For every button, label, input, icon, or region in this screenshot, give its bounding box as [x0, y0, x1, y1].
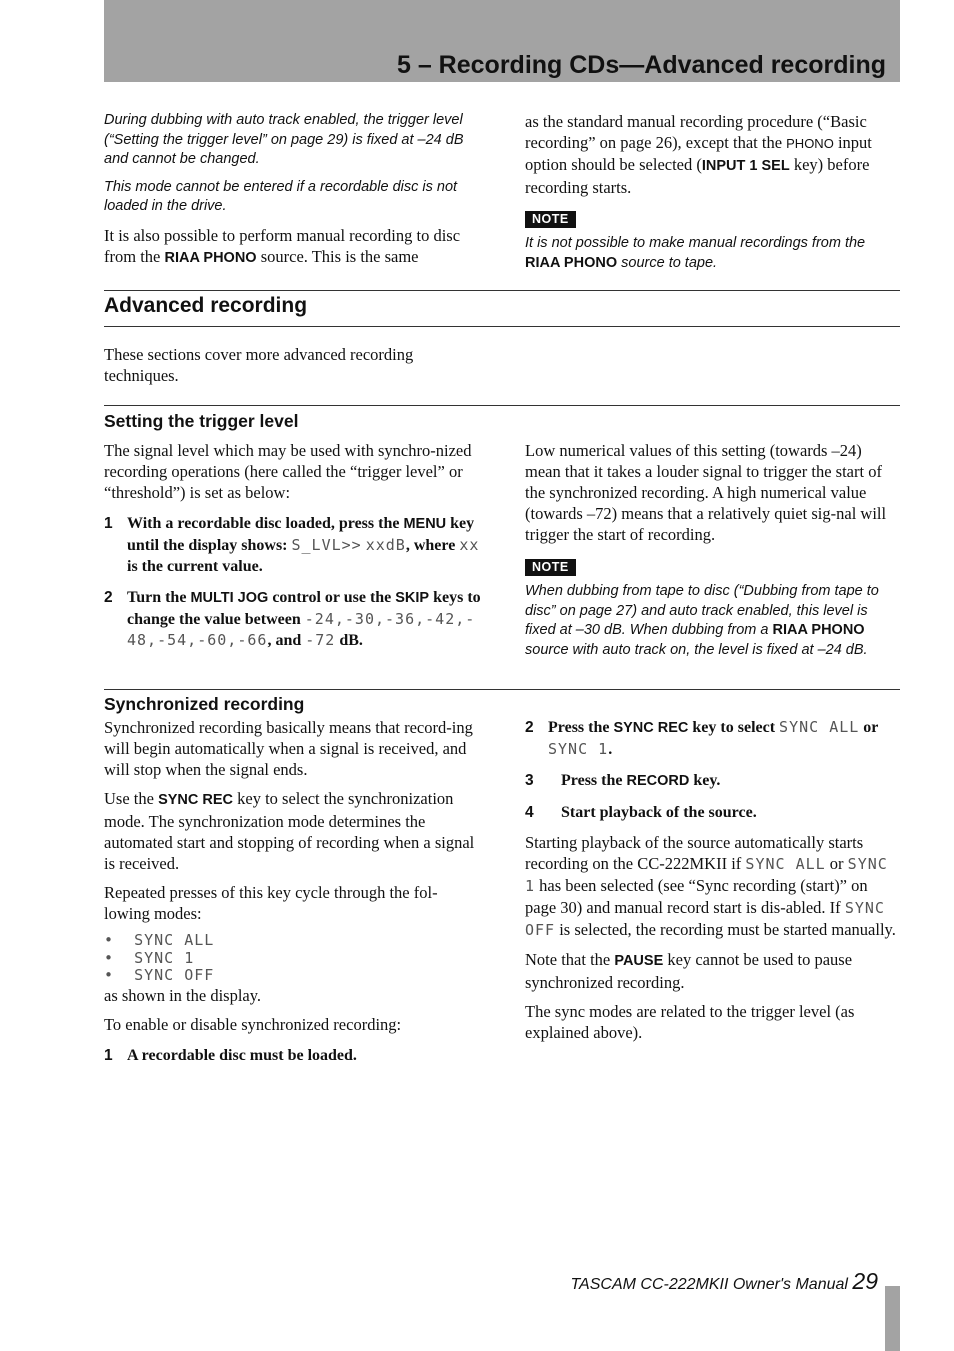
text: With a recordable disc loaded, press the: [127, 515, 404, 532]
text: or: [825, 854, 848, 873]
trigger-right-column: [525, 440, 901, 660]
note-badge-wrap: [525, 558, 901, 576]
text: is selected, the recording must be started manually.: [555, 920, 896, 939]
text: Use the: [104, 789, 159, 808]
top-right-column: [525, 111, 901, 273]
text: key to select the synchronization mode. The synchronization mode determines the automated start and stopping of recording when a signal is received.: [104, 789, 475, 873]
text: When dubbing from tape to disc (“Dubbing from tape to disc” on page 27) and auto track enabled, this level is fixed at –30 dB. When dubbing from a: [525, 583, 879, 638]
page-footer: [570, 1268, 878, 1295]
sync-left-column: [104, 717, 482, 1066]
text: source with auto track on, the level is fixed at –24 dB.: [525, 641, 868, 658]
text: control or use the: [268, 589, 396, 606]
footer-text: TASCAM CC-222MKII Owner's Manual: [570, 1276, 853, 1293]
lcd-text: S_LVL>>: [291, 536, 362, 554]
sync-right-para-1: [525, 832, 901, 941]
sync-step-3: [525, 770, 901, 792]
phono-paragraph: [104, 225, 482, 269]
text: key cannot be used to pause synchronized recording.: [525, 950, 853, 992]
sync-step-4: [525, 802, 901, 823]
note-badge: NOTE: [525, 211, 576, 228]
side-tab: [885, 1286, 900, 1351]
italic-note-2: This mode cannot be entered if a recordable disc is not loaded in the drive.: [104, 178, 458, 214]
italic-note-1: During dubbing with auto track enabled, the trigger level (“Setting the trigger level” on page 29) is fixed at –24 dB and cannot be changed.: [104, 112, 464, 167]
lcd-text: xxdB: [365, 536, 406, 554]
sync-para-4: as shown in the display.: [104, 985, 262, 1005]
text: key.: [689, 772, 721, 789]
step-number: 2: [104, 589, 113, 606]
key-label: SYNC REC: [613, 720, 689, 736]
text: or: [859, 719, 879, 736]
step-number: 3: [525, 772, 534, 789]
step-number: 1: [104, 1046, 113, 1064]
key-label: RECORD: [626, 773, 690, 789]
text: key) before recording starts.: [525, 155, 870, 197]
header-bar: [104, 0, 900, 82]
advanced-intro: These sections cover more advanced recording techniques.: [104, 345, 414, 385]
section-heading: Advanced recording: [104, 294, 308, 317]
list-item: • SYNC ALL: [104, 931, 215, 949]
list-item: • SYNC OFF: [104, 966, 215, 984]
key-label: PHONO: [786, 136, 834, 151]
key-label: PAUSE: [614, 953, 664, 969]
phono-paragraph-cont: [525, 111, 901, 198]
lcd-text: SYNC 1: [525, 855, 888, 895]
sync-step-2: [525, 717, 901, 760]
text: Note that the: [525, 950, 615, 969]
sync-para-3: Repeated presses of this key cycle through the fol-lowing modes:: [104, 883, 438, 923]
text: , where: [405, 537, 460, 554]
key-label: MENU: [403, 516, 447, 532]
step-number: 2: [525, 719, 534, 736]
note-text: [525, 234, 901, 273]
text: Press the: [561, 772, 627, 789]
divider: [104, 290, 900, 291]
text: source. This is the same: [256, 246, 419, 266]
step-number: 1: [104, 515, 113, 532]
trigger-intro: The signal level which may be used with synchro-nized recording operations (here called the “trigger level” or “threshold”) is set as below:: [104, 441, 472, 502]
text: key until the display shows:: [127, 515, 475, 554]
text: It is not possible to make manual recordings from the: [525, 235, 866, 251]
lcd-text: SYNC 1: [548, 740, 609, 758]
sync-para-5: To enable or disable synchronized recording:: [104, 1014, 402, 1034]
key-label: RIAA PHONO: [772, 622, 865, 638]
note-badge: NOTE: [525, 559, 576, 576]
text: dB.: [335, 632, 363, 649]
trigger-step-1: [104, 513, 482, 577]
text: input option should be selected (: [525, 133, 872, 174]
sync-para-2: [104, 788, 482, 874]
trigger-step-2: [104, 587, 482, 651]
text: source to tape.: [617, 254, 718, 271]
sync-right-para-3: The sync modes are related to the trigger level (as explained above).: [525, 1002, 855, 1042]
text: is the current value.: [127, 558, 263, 575]
note-badge-wrap: [525, 210, 901, 228]
text: .: [608, 741, 613, 758]
text: key to select: [688, 719, 780, 736]
text: Press the: [548, 719, 614, 736]
text: Starting playback of the source automatically starts recording on the CC-222MKII if: [525, 833, 864, 873]
lcd-text: SYNC ALL: [745, 855, 826, 873]
page-number: 29: [852, 1268, 878, 1294]
divider: [104, 326, 900, 327]
key-label: RIAA PHONO: [525, 254, 618, 271]
key-label: MULTI JOG: [190, 590, 269, 606]
text: keys to change the value between: [127, 589, 481, 628]
key-label: RIAA PHONO: [164, 249, 257, 266]
text: , and: [267, 632, 306, 649]
lcd-text: -24,-30,-36,-42,-48,-54,-60,-66: [127, 610, 476, 649]
note-text: [525, 582, 901, 660]
text: has been selected (see “Sync recording (start)” on page 30) and manual record start is dis-abled. If: [525, 876, 868, 917]
text: Turn the: [127, 589, 191, 606]
top-left-column: [104, 111, 482, 269]
divider: [104, 689, 900, 690]
lcd-text: SYNC OFF: [525, 899, 885, 939]
subsection-heading: Setting the trigger level: [104, 411, 299, 431]
key-label: SYNC REC: [158, 792, 234, 808]
sync-mode-list: [104, 932, 482, 985]
list-item: • SYNC 1: [104, 948, 195, 967]
text: as the standard manual recording procedure (“Basic recording” on page 26), except that the: [525, 112, 867, 152]
lcd-text: SYNC ALL: [779, 718, 860, 736]
text: It is also possible to perform manual recording to disc from the: [104, 225, 461, 266]
lcd-text: -72: [305, 631, 336, 649]
lcd-text: xx: [459, 536, 480, 554]
sync-para-1: Synchronized recording basically means that record-ing will begin automatically when a signal is received, and will stop when the signal ends.: [104, 718, 473, 779]
key-label: SKIP: [395, 590, 430, 606]
subsection-heading: Synchronized recording: [104, 694, 305, 714]
text: Start playback of the source.: [561, 804, 757, 821]
trigger-explanation: Low numerical values of this setting (towards –24) mean that it takes a louder signal to trigger the start of the synchronized recording. A high numerical value (towards –72) means that a relatively quiet sig-nal will trigger the start of recording.: [525, 441, 887, 544]
chapter-title: 5 – Recording CDs—Advanced recording: [396, 51, 886, 79]
divider: [104, 405, 900, 406]
text: A recordable disc must be loaded.: [127, 1046, 357, 1064]
trigger-left-column: [104, 440, 482, 651]
sync-right-para-2: [525, 949, 901, 993]
key-label: INPUT 1 SEL: [701, 158, 790, 174]
sync-right-column: [525, 717, 901, 1043]
step-number: 4: [525, 804, 534, 821]
sync-step-1: [104, 1045, 482, 1066]
